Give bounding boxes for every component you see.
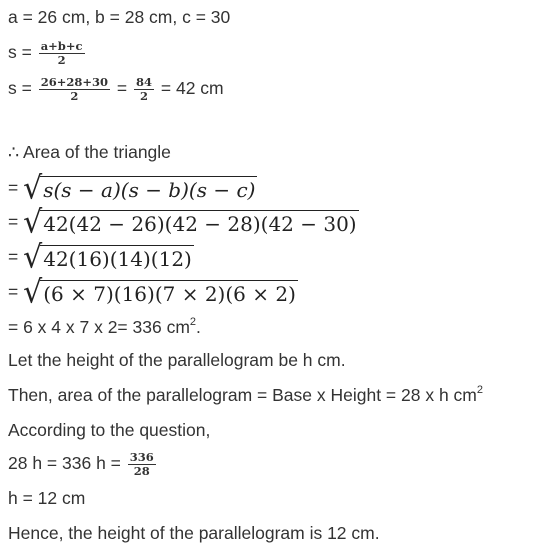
conclusion: Hence, the height of the parallelogram is 12 cm. <box>8 523 380 543</box>
equals: = <box>8 177 19 198</box>
height-statement: Let the height of the parallelogram be h cm. <box>8 350 346 370</box>
heron-formula <box>8 170 257 207</box>
fraction <box>39 40 85 67</box>
area-text: Then, area of the parallelogram = Base x Height = 28 x h cm <box>8 385 477 405</box>
radicand <box>40 176 257 202</box>
square-root <box>23 170 257 207</box>
numerator: 26+28+30 <box>40 75 109 89</box>
s-label: s = <box>8 78 32 99</box>
denominator: 2 <box>140 89 149 103</box>
equation <box>8 451 158 478</box>
fraction <box>128 451 156 478</box>
area-result <box>8 316 201 338</box>
equals: = <box>8 281 19 302</box>
radicand: 42(42 − 26)(42 − 28)(42 − 30) <box>40 210 358 236</box>
radical-icon: √ <box>23 239 43 276</box>
radicand: 42(16)(14)(12) <box>40 245 194 271</box>
radicand-text: s(s − a)(s − b)(s − c) <box>43 178 256 202</box>
equals: = <box>8 246 19 267</box>
denominator: 2 <box>70 89 79 103</box>
heron-factored <box>8 274 298 311</box>
s-label: s = <box>8 42 32 63</box>
square-root <box>23 274 298 311</box>
square-root <box>23 204 359 241</box>
numerator: a+b+c <box>40 39 83 53</box>
question-statement: According to the question, <box>8 420 211 440</box>
equals: = <box>8 211 19 232</box>
fraction-result <box>134 76 154 103</box>
radical-icon: √ <box>23 170 43 207</box>
denominator: 2 <box>57 53 66 67</box>
area-heading: ∴ Area of the triangle <box>8 142 171 162</box>
semi-perimeter-value <box>8 76 224 103</box>
period: . <box>196 317 201 337</box>
equals: = <box>116 78 128 99</box>
parallelogram-area <box>8 384 483 406</box>
square-root <box>23 239 194 276</box>
fraction-sum <box>39 76 110 103</box>
superscript: 2 <box>189 316 197 328</box>
heron-simplified <box>8 239 194 276</box>
radical-icon: √ <box>23 204 43 241</box>
height-value: h = 12 cm <box>8 488 86 508</box>
radical-icon: √ <box>23 274 43 311</box>
superscript: 2 <box>476 384 483 396</box>
numerator: 84 <box>136 75 153 89</box>
numerator: 336 <box>129 450 154 464</box>
given-sides: a = 26 cm, b = 28 cm, c = 30 <box>8 7 231 27</box>
result: = 42 cm <box>160 78 224 99</box>
radicand: (6 × 7)(16)(7 × 2)(6 × 2) <box>40 280 298 306</box>
denominator: 28 <box>133 464 150 478</box>
area-text: = 6 x 4 x 7 x 2= 336 cm <box>8 317 190 337</box>
heron-substituted <box>8 204 359 241</box>
semi-perimeter-formula <box>8 40 87 67</box>
equation-text: 28 h = 336 h = <box>8 453 121 474</box>
